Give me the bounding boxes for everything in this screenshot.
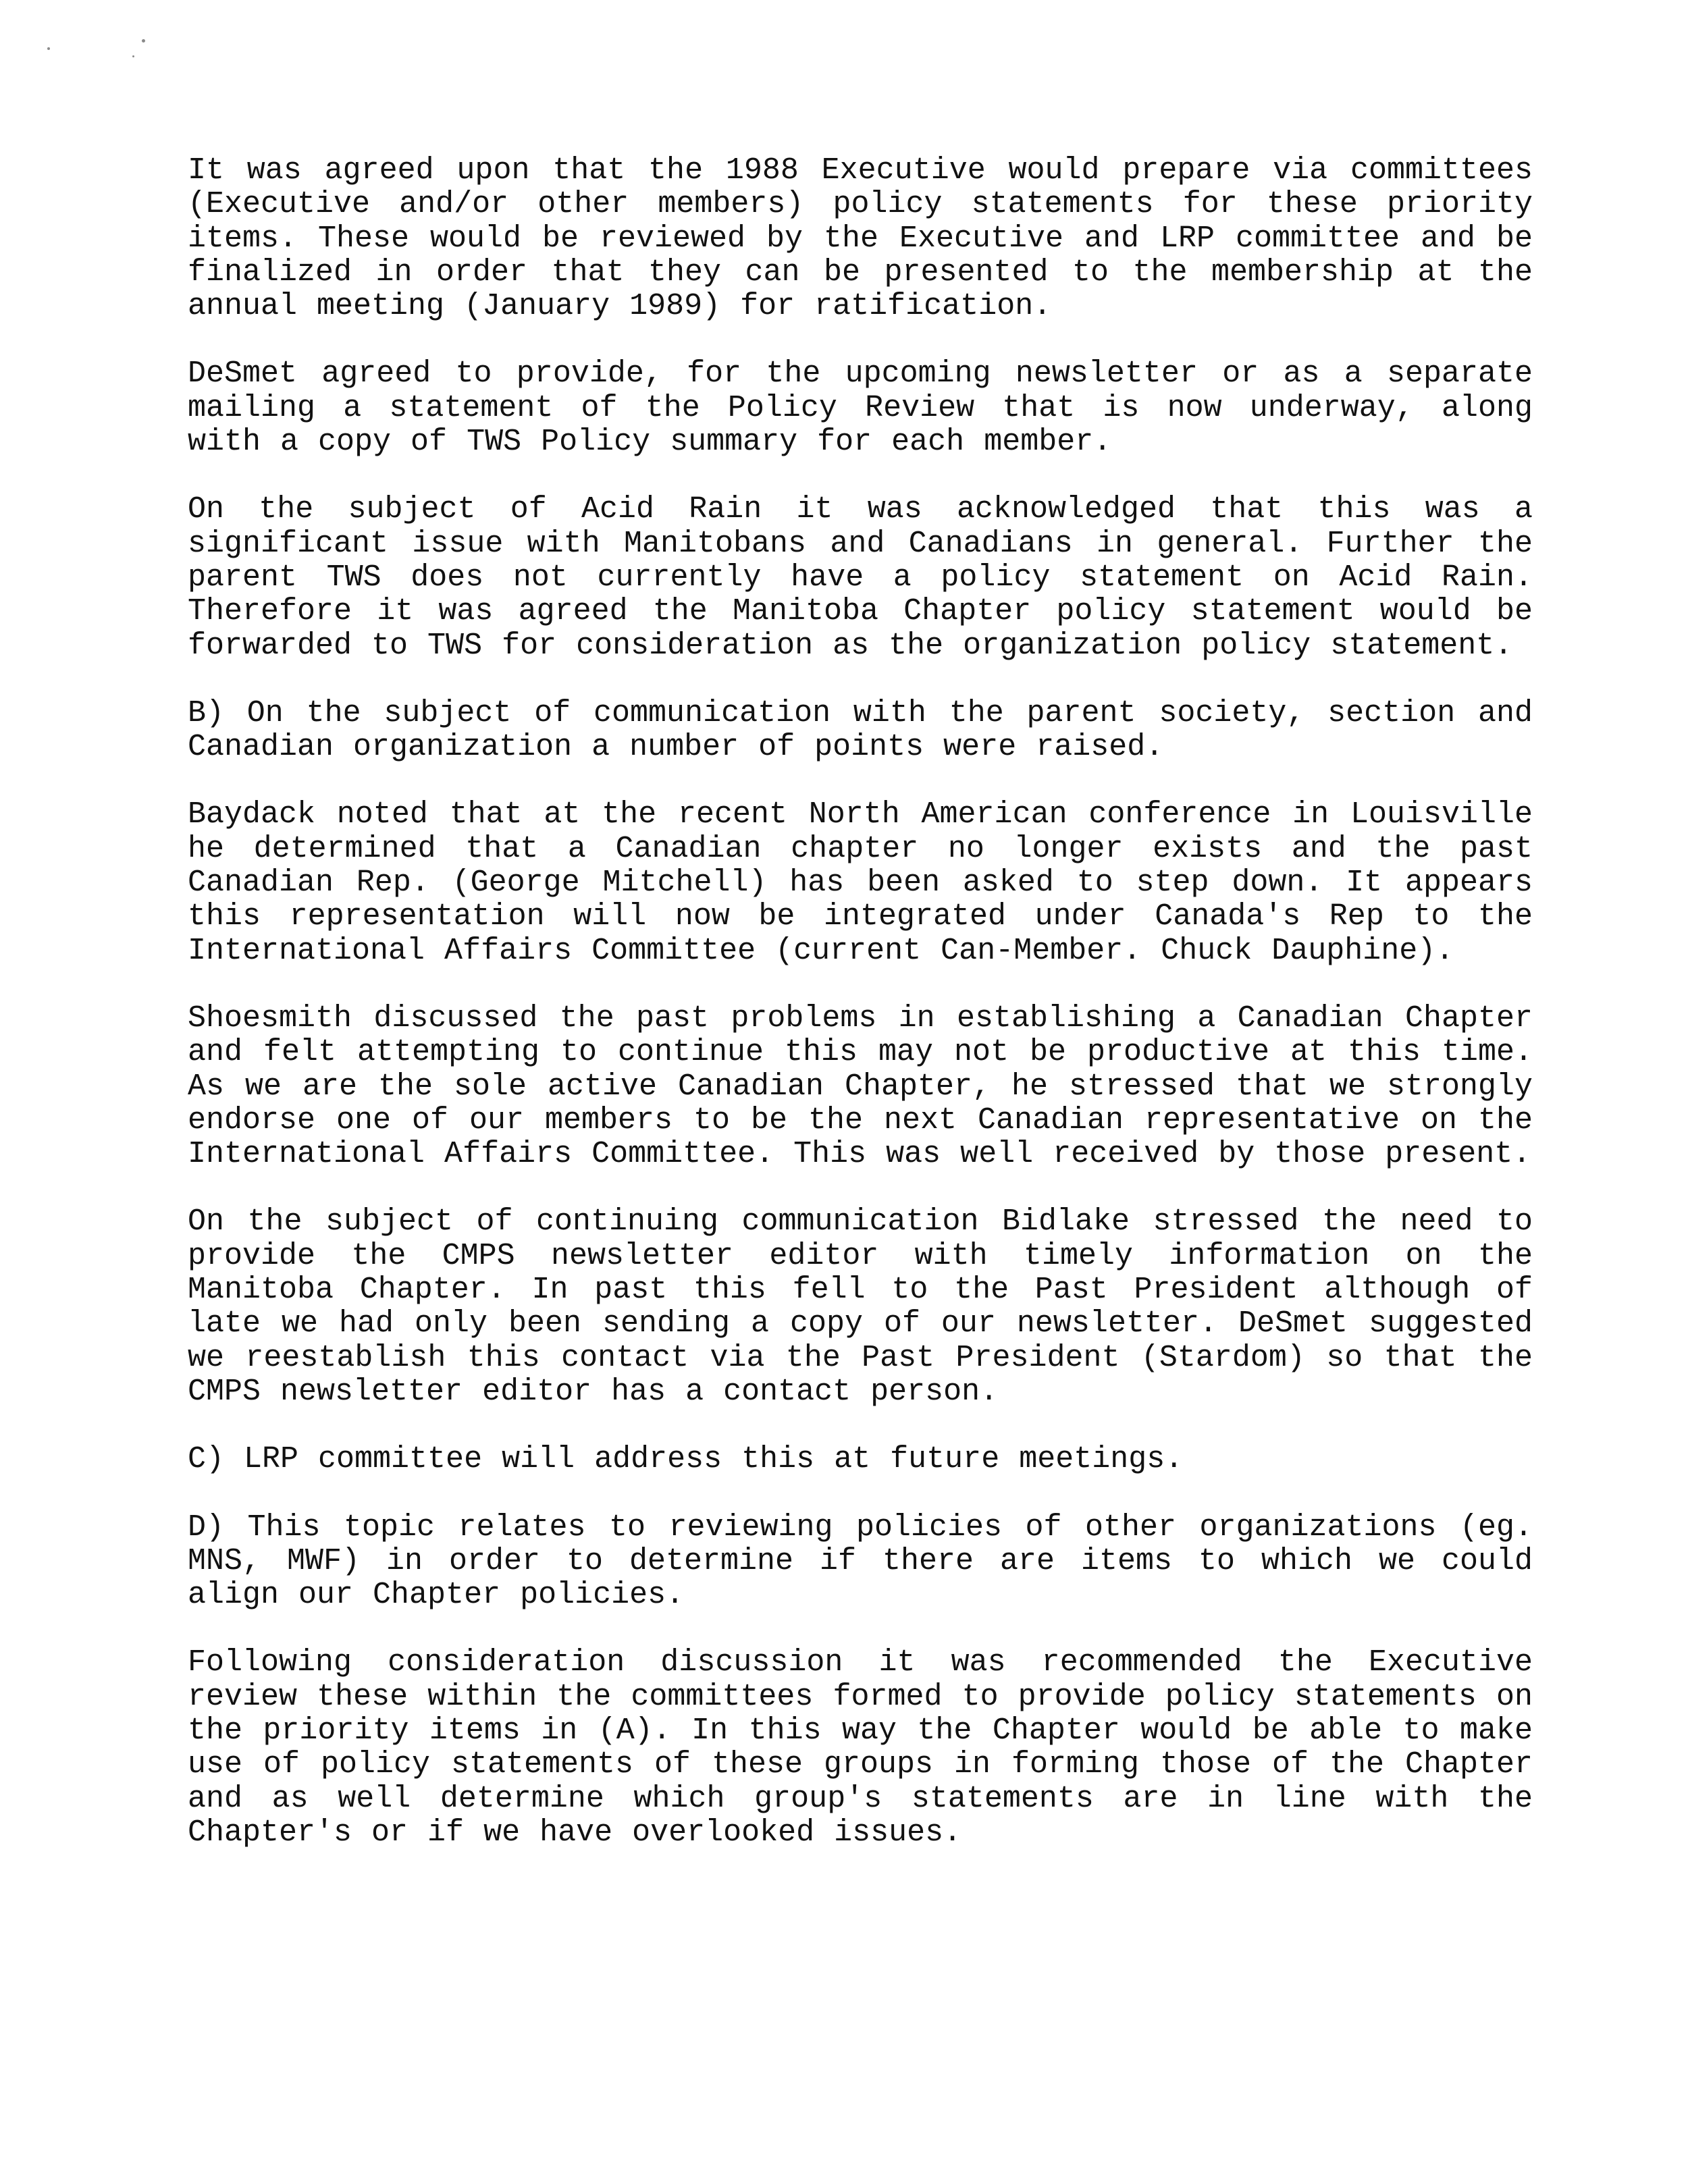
paragraph-policy-statements: It was agreed upon that the 1988 Executive would prepare via committees (Executive and/or other members) policy statements for these priority items. These would be reviewed by the Executive and LRP committee and be finalized in order that they can be presented to the membership at the annual meeting (January 1989) for ratification. <box>188 153 1533 324</box>
paragraph-recommendation: Following consideration discussion it was recommended the Executive review these within the committees formed to provide policy statements on the priority items in (A). In this way the Chapter would be able to make use of policy statements of these groups in forming those of the Chapter and as well determine which group's statements are in line with the Chapter's or if we have overlooked issues. <box>188 1645 1533 1850</box>
paragraph-item-d: D) This topic relates to reviewing policies of other organizations (eg. MNS, MWF) in order to determine if there are items to which we could align our Chapter policies. <box>188 1510 1533 1613</box>
paragraph-baydack: Baydack noted that at the recent North American conference in Louisville he determined that a Canadian chapter no longer exists and the past Canadian Rep. (George Mitchell) has been asked to step down. It appears this representation will now be integrated under Canada's Rep to the International Affairs Committee (current Can-Member. Chuck Dauphine). <box>188 797 1533 968</box>
scan-speck <box>47 47 50 50</box>
paragraph-shoesmith: Shoesmith discussed the past problems in establishing a Canadian Chapter and felt attempting to continue this may not be productive at this time. As we are the sole active Canadian Chapter, he stressed that we strongly endorse one of our members to be the next Canadian representative on the International Affairs Committee. This was well received by those present. <box>188 1001 1533 1172</box>
paragraph-item-c: C) LRP committee will address this at future meetings. <box>188 1442 1184 1477</box>
paragraph-item-b: B) On the subject of communication with the parent society, section and Canadian organization a number of points were raised. <box>188 695 1533 765</box>
scan-speck <box>142 39 145 43</box>
paragraph-bidlake: On the subject of continuing communication Bidlake stressed the need to provide the CMPS newsletter editor with timely information on the Manitoba Chapter. In past this fell to the Past President although of late we had only been sending a copy of our newsletter. DeSmet suggested we reestablish this contact via the Past President (Stardom) so that the CMPS newsletter editor has a contact person. <box>188 1204 1533 1409</box>
paragraph-desmet-newsletter: DeSmet agreed to provide, for the upcoming newsletter or as a separate mailing a statement of the Policy Review that is now underway, along with a copy of TWS Policy summary for each member. <box>188 356 1533 460</box>
document-body <box>188 154 1533 1884</box>
paragraph-acid-rain: On the subject of Acid Rain it was acknowledged that this was a significant issue with Manitobans and Canadians in general. Further the parent TWS does not currently have a policy statement on Acid Rain. Therefore it was agreed the Manitoba Chapter policy statement would be forwarded to TWS for consideration as the organization policy statement. <box>188 492 1533 663</box>
scan-speck <box>132 55 134 57</box>
